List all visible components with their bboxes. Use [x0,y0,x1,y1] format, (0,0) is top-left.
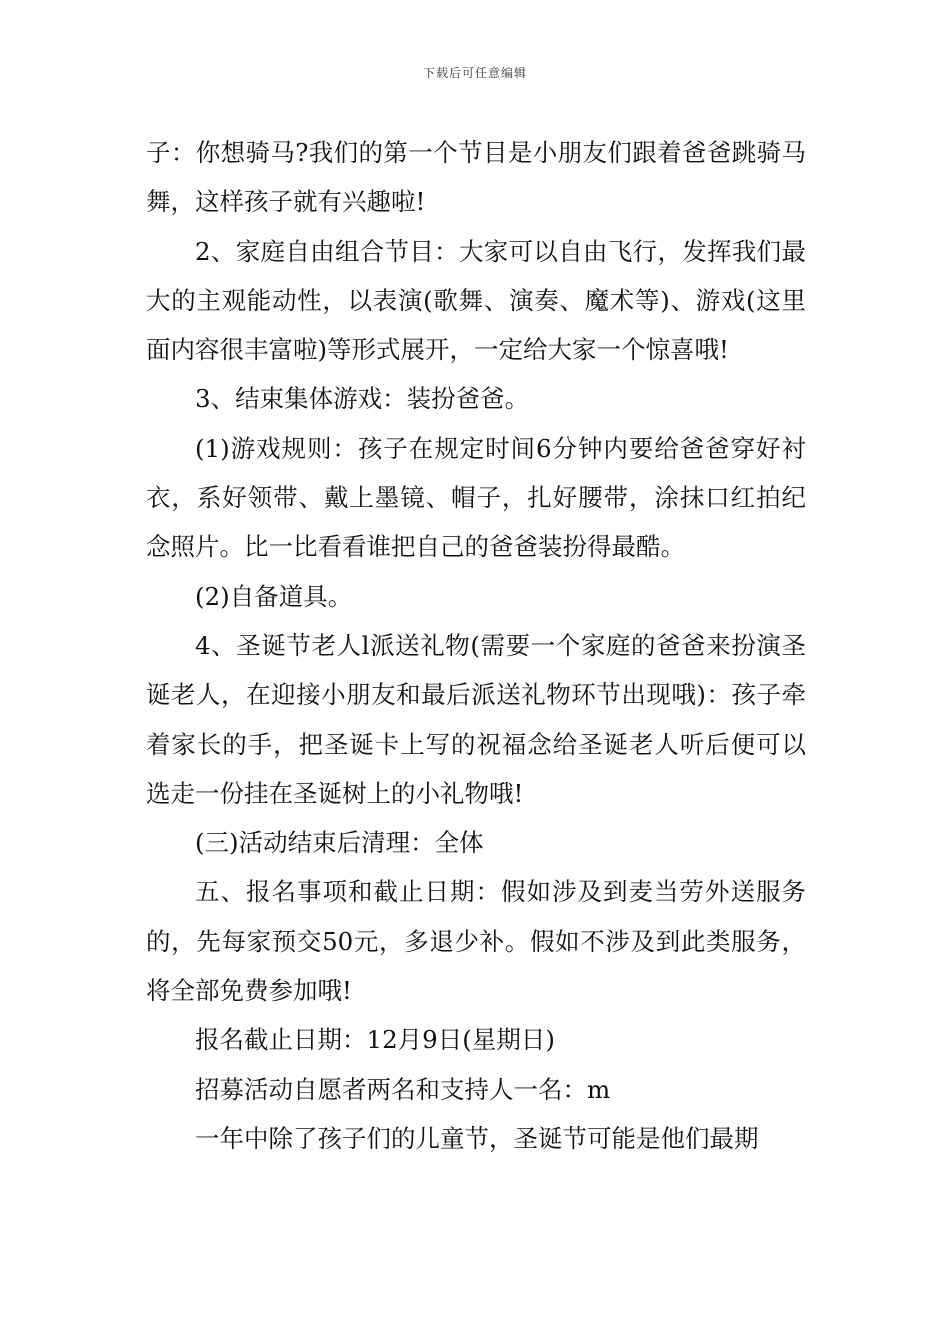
paragraph-6: 4、圣诞节老人l派送礼物(需要一个家庭的爸爸来扮演圣诞老人，在迎接小朋友和最后派送礼物环节出现哦)：孩子牵着家长的手，把圣诞卡上写的祝福念给圣诞老人听后便可以选走一份挂在圣诞树上的小礼物哦! [146,630,806,808]
paragraph-7: (三)活动结束后清理：全体 [195,828,484,858]
page-header: 下载后可任意编辑 [422,66,527,80]
paragraph-5: (2)自备道具。 [195,581,353,611]
paragraph-2: 2、家庭自由组合节目：大家可以自由飞行，发挥我们最大的主观能动性，以表演(歌舞、演奏、魔术等)、游戏(这里面内容很丰富啦)等形式展开，一定给大家一个惊喜哦! [146,236,806,365]
paragraph-9: 报名截止日期：12月9日(星期日) [195,1025,555,1055]
paragraph-8: 五、报名事项和截止日期：假如涉及到麦当劳外送服务的，先每家预交50元，多退少补。假如不涉及到此类服务，将全部免费参加哦! [146,877,806,1006]
paragraph-3: 3、结束集体游戏：装扮爸爸。 [195,384,530,414]
document-body [146,128,806,1163]
paragraph-1: 子：你想骑马?我们的第一个节目是小朋友们跟着爸爸跳骑马舞，这样孩子就有兴趣啦! [146,138,806,217]
paragraph-11: 一年中除了孩子们的儿童节，圣诞节可能是他们最期 [195,1123,759,1153]
paragraph-10: 招募活动自愿者两名和支持人一名：m [195,1074,611,1104]
paragraph-4: (1)游戏规则：孩子在规定时间6分钟内要给爸爸穿好衬衣，系好领带、戴上墨镜、帽子，扎好腰带，涂抹口红拍纪念照片。比一比看看谁把自己的爸爸装扮得最酷。 [146,433,806,562]
